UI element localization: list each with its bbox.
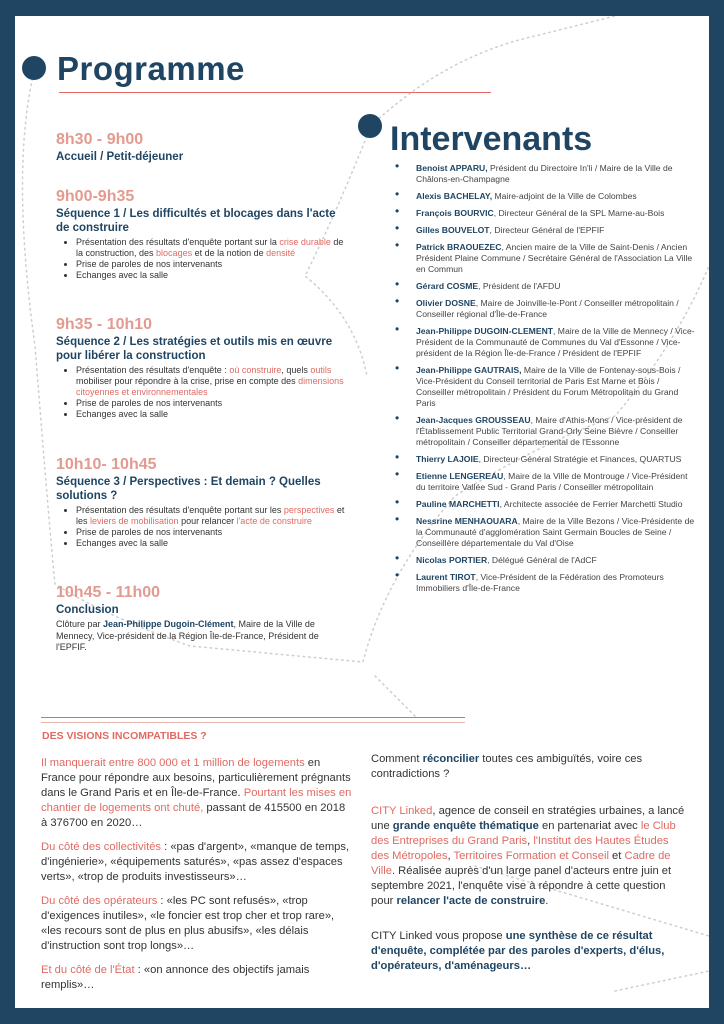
programme-slot-4 [56,456,346,549]
speaker-role: , Maire de la Ville de Montrouge / Vice-Président du territoire Vallée Sud - Grand Paris / Conseiller métropolitain [416,471,688,492]
programme-underline [59,92,491,93]
list-item: • Echanges avec la salle [76,409,346,420]
speaker-item [395,499,695,510]
speaker-role: , Vice-Président de la Fédération des Promoteurs Immobiliers d'Île-de-France [416,572,664,593]
speaker-role: Président du Directoire In'li / Maire de la Ville de Châlons-en-Champagne [416,163,673,184]
visions-right-column [371,752,687,983]
speaker-role: , Ancien maire de la Ville de Saint-Denis / Ancien Président Plaine Commune / Secrétaire Général de l'Association La Ville en Commun [416,242,693,274]
speaker-name: Laurent TIROT [416,572,476,582]
paragraph: Il manquerait entre 800 000 et 1 million de logements en France pour répondre aux besoins, particulièrement prégnants dans le Grand Paris et en Île-de-France. Pourtant les mises en chantier de logements ont chuté, passant de 415500 en 2018 à 376700 en 2020… [41,757,352,829]
list-item: • Présentation des résultats d'enquête : où construire, quels outils mobiliser pour répondre à la crise, prise en compte des dimensions citoyennes et environnementales [76,365,346,398]
slot-time: 9h35 - 10h10 [56,316,153,333]
speaker-role: Maire-adjoint de la Ville de Colombes [492,191,637,201]
slot-bullets [56,505,346,549]
speaker-role: , Maire de la Ville de Mennecy / Vice-Président de la Communauté de Communes du Val d'Essonne / Vice-président de la Région Île-de-France / Président de l'EPFIF [416,326,695,358]
programme-dot-icon [22,56,46,80]
visions-title: DES VISIONS INCOMPATIBLES ? [42,730,207,742]
speaker-item [395,208,695,219]
speaker-role: , Directeur Général Stratégie et Finances, QUARTUS [478,454,682,464]
speaker-item [395,191,695,202]
speaker-item [395,415,695,448]
paragraph: Du côté des opérateurs : «les PC sont refusés», «trop d'exigences inutiles», «le foncier est trop cher et trop rare», «les recours sont de plus en plus abusifs», «les délais d'instruction sont trop longs»… [41,895,335,952]
page [15,16,709,1008]
speakers-list [395,163,695,600]
section-divider [41,717,465,718]
list-item: • Echanges avec la salle [76,270,346,281]
speaker-role: , Architecte associée de Ferrier Marchetti Studio [499,499,683,509]
slot-heading: Séquence 3 / Perspectives : Et demain ? Quelles solutions ? [56,476,321,502]
speaker-name: Benoist APPARU, [416,163,488,173]
slot-time: 10h45 - 11h00 [56,584,161,601]
slot-time: 8h30 - 9h00 [56,131,144,148]
speaker-item [395,298,695,320]
slot-bullets [56,365,346,420]
section-divider-secondary [41,722,465,723]
speaker-name: Olivier DOSNE [416,298,476,308]
programme-title: Programme [57,50,245,87]
paragraph: Comment réconcilier toutes ces ambiguïtés, voire ces contradictions ? [371,753,643,780]
slot-heading: Conclusion [56,604,119,616]
intervenants-dot-icon [358,114,382,138]
speaker-name: Gilles BOUVELOT [416,225,490,235]
list-item: • Echanges avec la salle [76,538,346,549]
speaker-item [395,516,695,549]
speaker-item [395,471,695,493]
speaker-name: François BOURVIC [416,208,494,218]
visions-left-column [41,756,353,1002]
speaker-item [395,555,695,566]
speaker-name: Jean-Jacques GROUSSEAU [416,415,531,425]
programme-slot-5 [56,584,324,654]
paragraph: CITY Linked, agence de conseil en stratégies urbaines, a lancé une grande enquête thématique en partenariat avec le Club des Entreprises du Grand Paris, l'Institut des Hautes Études des Métropoles, Territoires Formation et Conseil et Cadre de Ville. Réalisée auprès d'un large panel d'acteurs entre juin et septembre 2021, l'enquête vise à répondre à cette question pour relancer l'acte de construire. [371,805,685,907]
conclusion-text: Clôture par Jean-Philippe Dugoin-Clément, Maire de la Ville de Mennecy, Vice-président de la Région Île-de-France, Président de l'EPFIF. [56,619,319,652]
speaker-name: Nicolas PORTIER [416,555,488,565]
speaker-item [395,242,695,275]
slot-time: 9h00-9h35 [56,188,135,205]
paragraph: Du côté des collectivités : «pas d'argent», «manque de temps, d'ingénierie», «équipements saturés», «pas assez d'espaces verts», «trop de produits investisseurs»… [41,841,350,883]
slot-heading: Séquence 2 / Les stratégies et outils mis en œuvre pour libérer la construction [56,336,333,362]
speaker-item [395,326,695,359]
speaker-role: , Maire de Joinville-le-Pont / Conseiller métropolitain / Conseiller régional d'Île-de-France [416,298,679,319]
list-item: • Prise de paroles de nos intervenants [76,259,346,270]
speaker-role: , Maire de la Ville Bezons / Vice-Présidente de la Communauté d'agglomération Saint Germain Boucles de Seine / Conseillère départementale du Val d'Oise [416,516,695,548]
list-item: • Présentation des résultats d'enquête portant sur la crise durable de la construction, des blocages et de la notion de densité [76,237,346,259]
speaker-name: Alexis BACHELAY, [416,191,493,201]
speaker-name: Jean-Philippe DUGOIN-CLEMENT [416,326,554,336]
speaker-name: Thierry LAJOIE [416,454,479,464]
slot-heading: Accueil / Petit-déjeuner [56,151,184,163]
speaker-role: , Directeur Général de la SPL Marne-au-Bois [493,208,665,218]
speaker-role: , Maire d'Athis-Mons / Vice-président de l'Établissement Public Territorial Grand-Orly Seine Bièvre / Conseiller métropolitain / Conseiller départemental de l'Essonne [416,415,683,447]
speaker-item [395,365,695,409]
list-item: • Présentation des résultats d'enquête portant sur les perspectives et les leviers de mobilisation pour relancer l'acte de construire [76,505,346,527]
speaker-name: Gérard COSME [416,281,479,291]
programme-slot-3 [56,316,346,420]
speaker-name: Jean-Philippe GAUTRAIS, [416,365,522,375]
list-item: • Prise de paroles de nos intervenants [76,527,346,538]
speaker-name: Etienne LENGEREAU [416,471,504,481]
speaker-role: Maire de la Ville de Fontenay-sous-Bois / Vice-Président du Conseil territorial de Paris Est Marne et Bois / Conseiller métropolitain / Président du Forum Métropolitain du Grand Paris [416,365,681,408]
speaker-item [395,281,695,292]
programme-slot-2 [56,188,346,281]
speaker-name: Nessrine MENHAOUARA [416,516,518,526]
speaker-item [395,225,695,236]
slot-heading: Séquence 1 / Les difficultés et blocages dans l'acte de construire [56,208,336,234]
speaker-name: Pauline MARCHETTI [416,499,500,509]
intervenants-title: Intervenants [390,120,593,158]
paragraph: Et du côté de l'État : «on annonce des objectifs jamais remplis»… [41,964,310,991]
speaker-item [395,163,695,185]
slot-time: 10h10- 10h45 [56,456,157,473]
speaker-role: , Délégué Général de l'AdCF [487,555,597,565]
speaker-item [395,572,695,594]
list-item: • Prise de paroles de nos intervenants [76,398,346,409]
programme-slot-1 [56,131,346,164]
speaker-name: Patrick BRAOUEZEC [416,242,502,252]
paragraph: CITY Linked vous propose une synthèse de ce résultat d'enquête, complétée par des paroles d'experts, d'élus, d'opérateurs, d'aménageurs… [371,930,665,972]
speaker-role: , Président de l'AFDU [478,281,561,291]
slot-bullets [56,237,346,281]
speaker-item [395,454,695,465]
speaker-role: , Directeur Général de l'EPFIF [489,225,605,235]
